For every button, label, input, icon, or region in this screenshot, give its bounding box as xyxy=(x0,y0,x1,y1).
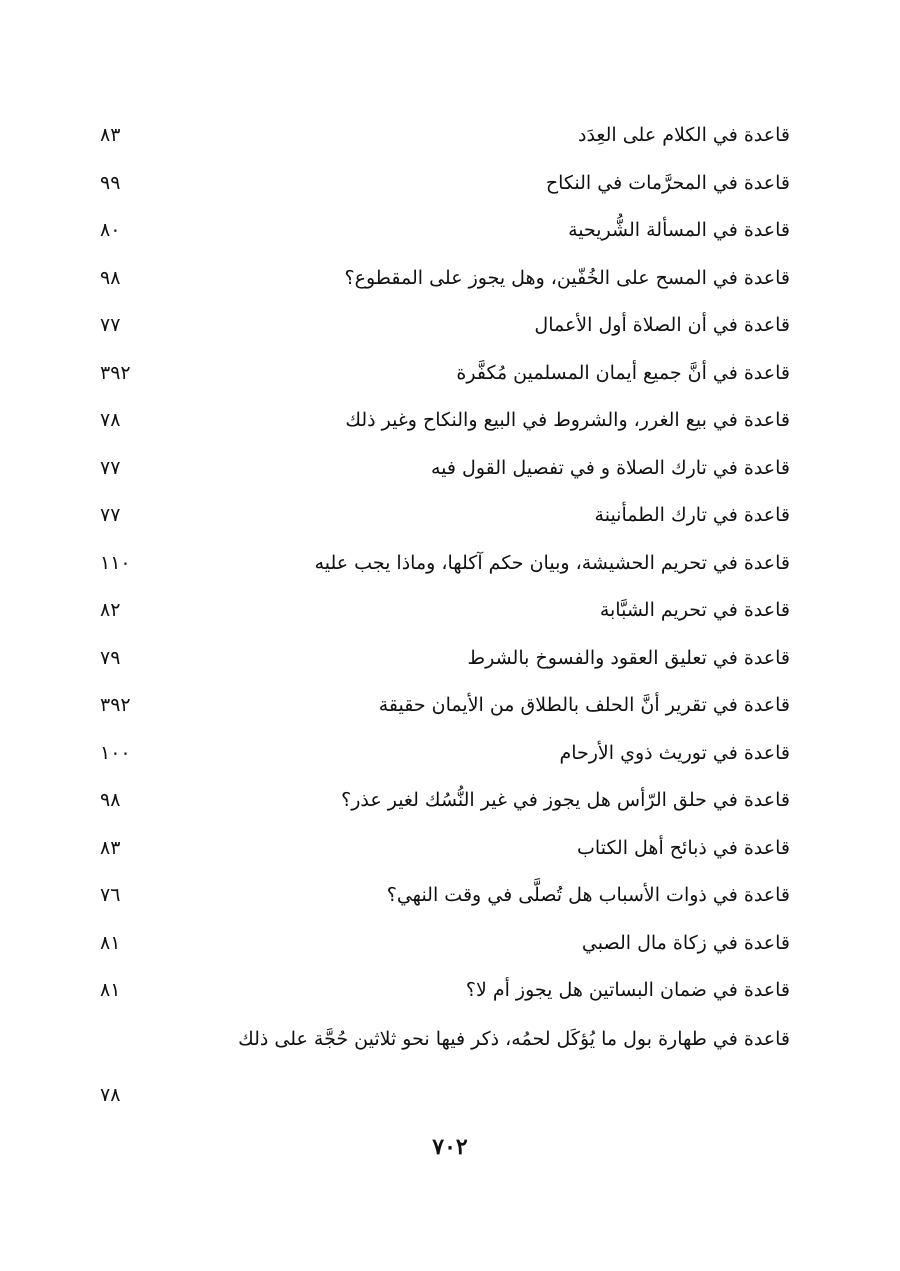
index-entry xyxy=(100,350,790,398)
entry-title: قاعدة في ضمان البساتين هل يجوز أم لا؟ xyxy=(465,979,790,1001)
entry-title: قاعدة في المسألة الشُّريحية xyxy=(568,219,790,241)
entry-page-number: ٩٨ xyxy=(100,266,121,289)
entry-page-number: ٨٢ xyxy=(100,599,121,621)
entry-title: قاعدة في ذبائح أهل الكتاب xyxy=(577,836,790,859)
index-entry xyxy=(100,1015,790,1115)
entry-title: قاعدة في تارك الصلاة و في تفصيل القول فيه xyxy=(430,456,790,479)
entry-title: قاعدة في أنَّ جميع أيمان المسلمين مُكفَّرة xyxy=(456,361,790,384)
entry-page-number: ٧٨ xyxy=(100,409,121,431)
entry-page-number: ٣٩٢ xyxy=(100,694,131,716)
entry-title: قاعدة في تقرير أنَّ الحلف بالطلاق من الأيمان حقيقة xyxy=(378,694,790,716)
entry-page-number: ٣٩٢ xyxy=(100,361,131,384)
index-entry xyxy=(100,587,790,635)
index-entry xyxy=(100,492,790,540)
entry-title: قاعدة في تارك الطمأنينة xyxy=(594,504,790,526)
entry-page-number: ١١٠ xyxy=(100,551,131,574)
index-entry xyxy=(100,777,790,825)
entry-page-number: ٧٧ xyxy=(100,504,121,526)
index-entry xyxy=(100,825,790,873)
entry-title: قاعدة في زكاة مال الصبي xyxy=(581,931,790,954)
index-entry xyxy=(100,397,790,445)
page-folio-number: ٧٠٢ xyxy=(432,1134,468,1160)
index-entry xyxy=(100,445,790,493)
entry-title: قاعدة في توريث ذوي الأرحام xyxy=(559,741,790,764)
index-entry xyxy=(100,967,790,1015)
index-entry xyxy=(100,872,790,920)
index-entry xyxy=(100,682,790,730)
entry-page-number: ٧٧ xyxy=(100,314,121,336)
entry-title: قاعدة في أن الصلاة أول الأعمال xyxy=(534,314,790,336)
index-entry xyxy=(100,112,790,160)
entry-title: قاعدة في بيع الغرر، والشروط في البيع والنكاح وغير ذلك xyxy=(345,409,790,431)
entry-page-number: ٨١ xyxy=(100,931,121,954)
index-entry xyxy=(100,730,790,778)
index-entry xyxy=(100,255,790,303)
entry-page-number: ٧٧ xyxy=(100,456,121,479)
entry-title: قاعدة في تحريم الحشيشة، وبيان حكم آكلها، وماذا يجب عليه xyxy=(314,551,790,574)
entry-title: قاعدة في طهارة بول ما يُؤكَل لحمُه، ذكر فيها نحو ثلاثين حُجَّة على ذلك xyxy=(238,1027,790,1050)
entry-page-number: ٨٣ xyxy=(100,836,121,859)
entry-title: قاعدة في تعليق العقود والفسوخ بالشرط xyxy=(467,646,790,669)
entry-page-number: ٧٦ xyxy=(100,884,121,906)
entry-title: قاعدة في تحريم الشبَّابة xyxy=(599,599,790,621)
index-entry xyxy=(100,302,790,350)
index-entry xyxy=(100,540,790,588)
entry-title: قاعدة في ذوات الأسباب هل تُصلَّى في وقت النهي؟ xyxy=(386,884,790,906)
index-list xyxy=(100,112,790,1115)
index-entry xyxy=(100,920,790,968)
entry-page-number: ٩٩ xyxy=(100,171,121,194)
entry-page-number: ٨١ xyxy=(100,979,121,1001)
entry-page-number: ٩٨ xyxy=(100,789,121,811)
entry-title: قاعدة في المحرَّمات في النكاح xyxy=(545,171,790,194)
index-entry xyxy=(100,635,790,683)
entry-title: قاعدة في حلق الرّأس هل يجوز في غير النُّسُك لغير عذر؟ xyxy=(341,789,790,811)
index-entry xyxy=(100,207,790,255)
entry-page-number: ٨٠ xyxy=(100,219,121,241)
index-entry xyxy=(100,160,790,208)
entry-title: قاعدة في المسح على الخُفّين، وهل يجوز على المقطوع؟ xyxy=(344,266,790,289)
entry-page-number: ١٠٠ xyxy=(100,741,131,764)
entry-page-number: ٧٩ xyxy=(100,646,121,669)
entry-title: قاعدة في الكلام على العِدَد xyxy=(577,124,790,146)
entry-page-number: ٧٨ xyxy=(100,1083,121,1106)
entry-page-number: ٨٣ xyxy=(100,124,121,146)
